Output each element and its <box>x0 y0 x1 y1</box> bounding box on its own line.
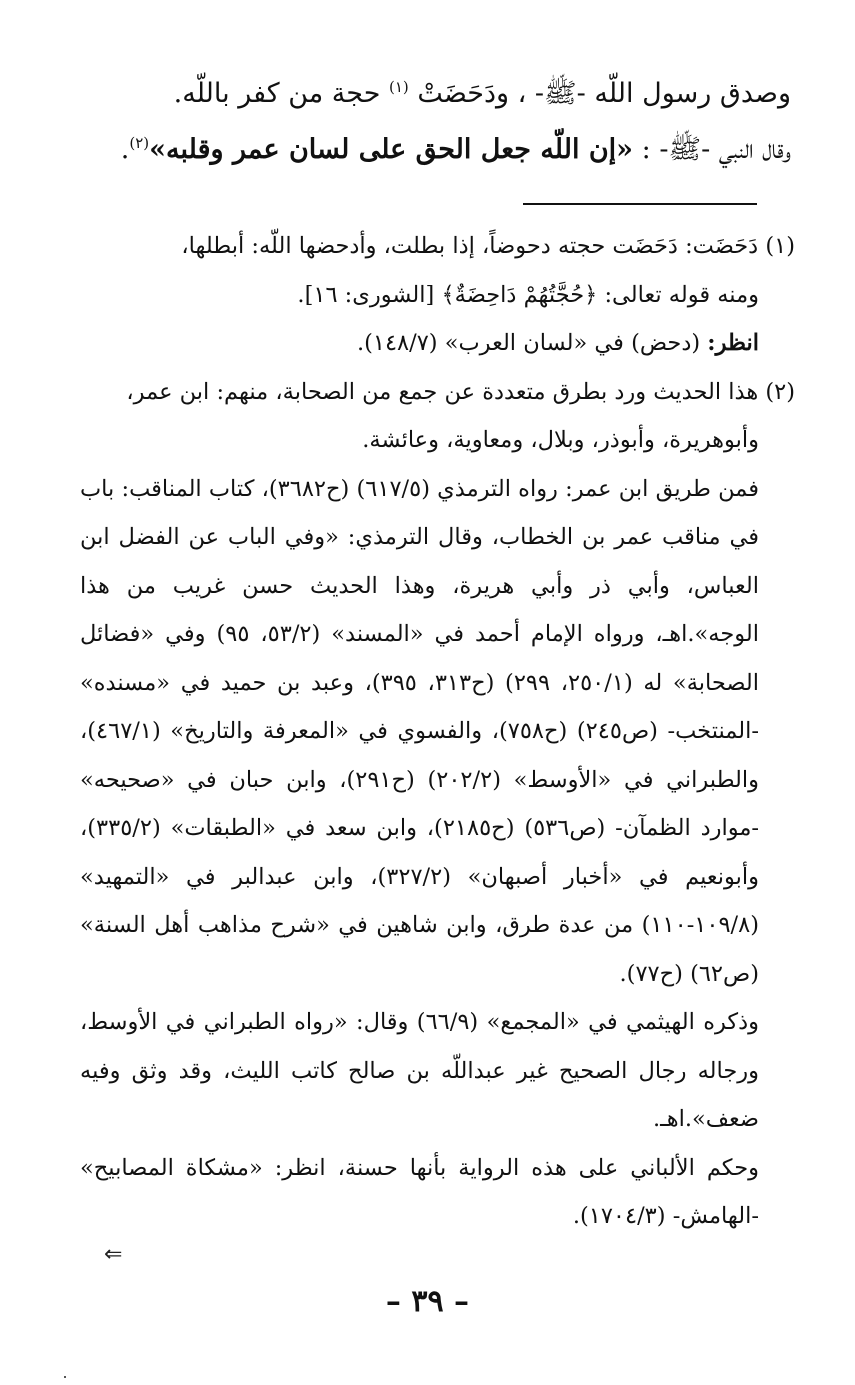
main-text <box>80 66 791 178</box>
footnote-1-reference: (دحض) في «لسان العرب» (١٤٨/٧). <box>356 330 701 356</box>
footnote-ref-1: (١) <box>389 78 409 96</box>
footnote-2-paragraph-2: وذكره الهيثمي في «المجمع» (٦٦/٩) وقال: «رواه الطبراني في الأوسط، ورجاله رجال الصحيح غير عبداللّه بن صالح كاتب الليث، وقد وثق وفيه ضعف».اهـ. <box>80 1009 759 1132</box>
main-line-2-text: وقال النبي -ﷺ- : <box>641 134 791 165</box>
see-label: انظر: <box>707 330 759 356</box>
footnote-2-line-1: (٢) هذا الحديث ورد بطرق متعددة عن جمع من الصحابة، منهم: ابن عمر، <box>126 378 795 405</box>
main-line-1-text: وصدق رسول اللّه -ﷺ- ، ودَحَضَتْ <box>417 78 791 109</box>
continue-arrow-icon: ⇐ <box>104 1242 123 1267</box>
footnotes <box>80 222 795 1241</box>
scan-speck <box>64 1376 66 1378</box>
footnote-ref-2: (٢) <box>129 134 150 152</box>
footnote-2-paragraph-1: فمن طريق ابن عمر: رواه الترمذي (٦١٧/٥) (ح٣٦٨٢)، كتاب المناقب: باب في مناقب عمر بن الخطاب، وقال الترمذي: «وفي الباب عن الفضل ابن العباس، وأبي ذر وأبي هريرة، وهذا الحديث حسن غريب من هذا الوجه».اهـ، ورواه الإمام أحمد في «المسند» (٥٣/٢، ٩٥) وفي «فضائل الصحابة» له (٢٥٠/١، ٢٩٩) (ح٣١٣، ٣٩٥)، وعبد بن حميد في «مسنده» -المنتخب- (ص٢٤٥) (ح٧٥٨)، والفسوي في «المعرفة والتاريخ» (٤٦٧/١)، والطبراني في «الأوسط» (٢٠٢/٢) (ح٢٩١)، وابن حبان في «صحيحه» -موارد الظمآن- (ص٥٣٦) (ح٢١٨٥)، وابن سعد في «الطبقات» (٣٣٥/٢)، وأبونعيم في «أخبار أصبهان» (٣٢٧/٢)، وابن عبدالبر في «التمهيد» (١٠٩/٨-١١٠) من عدة طرق، وابن شاهين في «شرح مذاهب أهل السنة» (ص٦٢) (ح٧٧). <box>80 475 760 987</box>
footnote-2-line-2: وأبوهريرة، وأبوذر، وبلال، ومعاوية، وعائشة. <box>362 427 759 453</box>
main-line-1 <box>80 66 791 122</box>
footnote-1-line-1: (١) دَحَضَت: دَحَضَت حجته دحوضاً، إذا بطلت، وأدحضها اللّه: أبطلها، <box>181 233 795 259</box>
footnote-1-line-2: ومنه قوله تعالى: ﴿حُجَّتُهُمْ دَاحِضَةٌ﴾ [الشورى: ١٦]. <box>297 281 759 308</box>
hadith-quote: «إن اللّه جعل الحق على لسان عمر وقلبه» <box>149 134 634 165</box>
page-number: – ٣٩ – <box>385 1284 470 1319</box>
main-line-2-end: . <box>120 134 130 165</box>
footnote-separator <box>523 203 757 205</box>
main-line-2 <box>80 122 791 178</box>
footnote-1-line-3 <box>80 319 795 368</box>
footnote-2-paragraph-3: وحكم الألباني على هذه الرواية بأنها حسنة، انظر: «مشكاة المصابيح» -الهامش- (١٧٠٤/٣). <box>80 1154 759 1229</box>
main-line-1-end: حجة من كفر باللّه. <box>173 78 381 109</box>
